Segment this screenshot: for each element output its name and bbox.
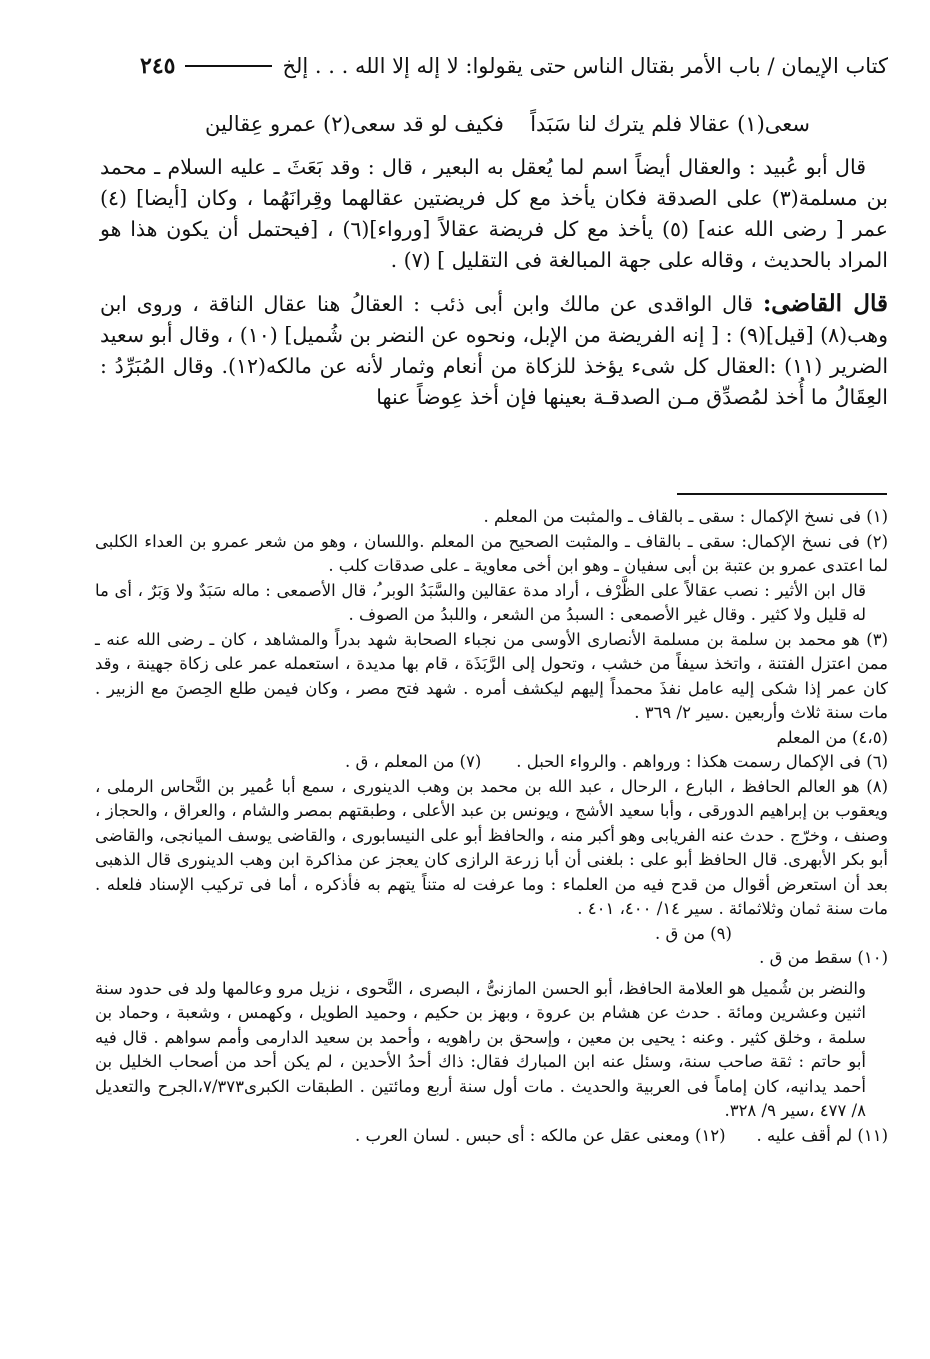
running-header [140, 46, 888, 86]
footnote-separator [677, 493, 887, 495]
qadi-label: قال القاضى: [762, 290, 889, 317]
footnote-1: (١) فى نسخ الإكمال : سقى ـ بالقاف ـ والمثبت من المعلم . [483, 507, 888, 526]
header-title: كتاب الإيمان / باب الأمر بقتال الناس حتى يقولوا: لا إله إلا الله . . . إلخ [282, 54, 888, 78]
footnote-10-continuation: والنضر بن شُميل هو العلامة الحافظ، أبو الحسن المازنىُّ ، البصرى ، النَّحوى ، نزيل مرو وعالمها ولد فى حدود سنة اثنين وعشرين ومائة . حدث عن هشام بن عروة ، وبهز بن حكيم ، وحميد الطويل ، وكهمس ، وشعبة ، وحماد بن سلمة ، وخلق كثير . وعنه : يحيى بن معين ، وإسحق بن راهويه ، وأحمد بن سعيد الدارمى وأمم سواهم . قال فيه أبو حاتم : ثقة صاحب سنة، وسئل عنه ابن المبارك فقال: ذاك أحدُ الأحدين ، لم يكن أحد من أصحاب الخليل بن أحمد يدانيه، كان إماماً فى العربية والحديث . مات أول سنة أربع ومائتين . الطبقات الكبرى٧/٣٧٣،الجرح والتعديل ٨/ ٤٧٧ ،سير ٩/ ٣٢٨. [95, 978, 866, 1120]
footnote-4-5: (٤،٥) من المعلم [776, 727, 888, 747]
footnotes [95, 505, 888, 1148]
footnote-7: (٧) من المعلم ، ق . [345, 752, 482, 771]
footnote-2: (٢) فى نسخ الإكمال: سقى ـ بالقاف ـ والمثبت الصحيح من المعلم .واللسان ، وهو من شعر عمرو بن العداء الكلبى لما اعتدى عمرو بن عتبة بن أبى سفيان ـ وهو ابن أخى معاوية ـ على صدقات كلب . [95, 531, 888, 575]
footnote-row-6-7 [95, 750, 888, 775]
footnote-row-11-12 [95, 1124, 888, 1149]
footnote-3: (٣) هو محمد بن سلمة بن مسلمة الأنصارى الأوسى من نجباء الصحابة شهد بدراً والمشاهد ، كان ـ رضى الله عنه ـ ممن اعتزل الفتنة ، واتخذ سيفاً من خشب ، وتحول إلى الرَّبَذَة ، قام بها مديدة ، استعمله عمر على زكاة جهينة ، وقد كان عمر إذا شكى إليه عامل نفذَ محمداً إليهم ليكشف أمره . شهد فتح مصر ، وكان فيمن طلع الحِصنَ مع الزبير . مات سنة ثلاث وأربعين .سير ٢/ ٣٦٩ . [95, 629, 888, 722]
page-number: ٢٤٥ [140, 53, 176, 79]
footnote-8: (٨) هو العالم الحافظ ، البارع ، الرحال ، عبد الله بن محمد بن وهب الدينورى ، سمع أبا عُمير بن النَّحاس الرملى ، ويعقوب بن إبراهيم الدورقى ، وأبا سعيد الأشج ، ويونس بن عبد الأعلى ، وطبقتهم بمصر والشام ، والعراق ، والحجاز ، وصنف ، وخرّج . حدث عنه الفريابى وهو أكبر منه ، والحافظ أبو على النيسابورى ، والقاضى يوسف الميانجى، والقاضى أبو بكر الأبهرى. قال الحافظ أبو على : بلغنى أن أبا زرعة الرازى كان يعجز عن مذاكرة ابن وهب الدينورى قال الذهبى بعد أن استعرض أقوال من قدح فيه من العلماء : وما عرفت له متناً يتهم به فأذكره ، أما فى تركيب الإسناد فلعله . مات سنة ثمان وثلاثمائة . سير ١٤/ ٤٠٠، ٤٠١ . [95, 776, 888, 918]
verse-second-hemistich: فكيف لو قد سعى(٢) عمرو عِقالين [205, 112, 504, 136]
footnote-9: (٩) من ق . [655, 923, 732, 943]
footnote-row-9 [95, 922, 888, 947]
qadi-text: قال الواقدى عن مالك وابن أبى ذئب : العقالُ هنا عقال الناقة ، وروى ابن وهب(٨) [قيل](٩) : [ إنه الفريضة من الإبل، ونحوه عن النضر بن شُميل] (١٠) ، وقال أبو سعيد الضرير (١١) :العقال كل شىء يؤخذ للزكاة من أنعام وثمار لأنه عن مالكه(١٢). وقال المُبَرِّدُ : العِقَالُ ما أُخذ لمُصدِّق مـن الصدقـة بعينها فإن أخذ عِوضاً عنها [100, 292, 889, 409]
header-rule [185, 65, 272, 67]
main-text [100, 152, 888, 425]
footnote-10: (١٠) سقط من ق . [759, 948, 888, 967]
poetry-verse [205, 112, 810, 148]
footnote-2-continuation: قال ابن الأثير : نصب عقالاً على الظَّرْف ، أراد مدة عقالين والسَّبَدُ الوبر ُ، قال الأصمعى : ماله سَبَدٌ ولا وَبَرٌ ، أى ما له قليل ولا كثير . وقال غير الأصمعى : السبدُ من الشعر ، واللبدُ من الصوف . [95, 580, 866, 624]
paragraph-abu-ubaid: قال أبو عُبيد : والعقال أيضاً اسم لما يُعقل به البعير ، قال : وقد بَعَثَ ـ عليه السلام ـ محمد بن مسلمة(٣) على الصدقة فكان يأخذ مع كل فريضتين عقالهما وقِرانَهُما ، وكان [أيضا] (٤) عمر [ رضى الله عنه] (٥) يأخذ مع كل فريضة عقالاً [ورواء](٦) ، [فيحتمل أن يكون هذا هو المراد بالحديث ، وقاله على جهة المبالغة فى التقليل ] (٧) . [100, 155, 888, 272]
verse-first-hemistich: سعى(١) عقالا فلم يترك لنا سَبَداً [530, 112, 810, 136]
footnote-12: (١٢) ومعنى عقل عن مالكه : أى حبس . لسان العرب . [355, 1125, 726, 1145]
footnote-6: (٦) فى الإكمال رسمت هكذا : ورواهم . والرواء الحبل . [516, 752, 888, 771]
paragraph-qadi [100, 288, 888, 413]
footnote-11: (١١) لم أقف عليه . [756, 1125, 888, 1145]
